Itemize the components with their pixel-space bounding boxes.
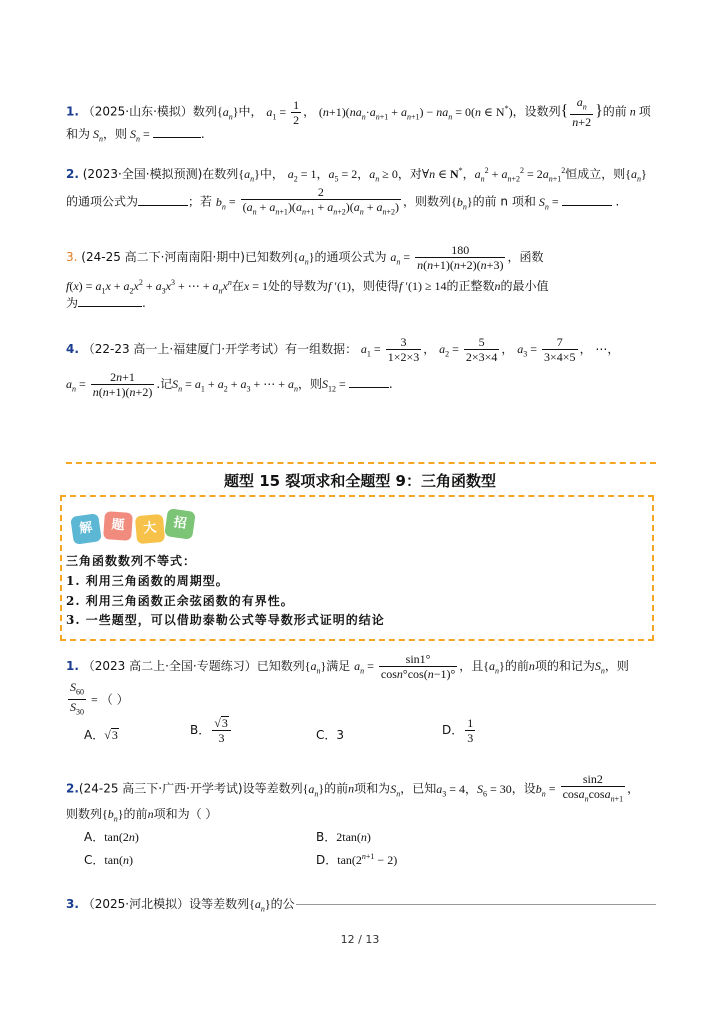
p2-line2: 则数列$\{b_n\}$的前n项和为（ ） xyxy=(66,807,218,824)
p1-option-c[interactable]: C．3 xyxy=(316,728,345,742)
tip-badge-4: 招 xyxy=(164,508,196,540)
tip-item-1: 1. 利用三角函数的周期型。 xyxy=(66,574,229,588)
p1-option-d[interactable]: D． $\frac{1}{3}$ xyxy=(442,716,474,745)
q1-line1: 1. （2025·山东·模拟）数列$\{a_n\}$中， $a_1$ = $\frac{1}{2}$ ， $(n+1)(na_n\cdot a_{n+1} + a_{n+1}) - na_n = 0(n$ ∈ N*)，设数列{ $\frac{a_n}{n+2}$ }的前 n 项 xyxy=(66,95,651,130)
p2-option-a[interactable]: A．tan(2n) xyxy=(84,830,139,844)
q2-line2: 的通项公式为 ；若 $b_n$ = $\frac{2}{(a_n + a_{n+1})(a_{n+1} + a_{n+2})(a_n + a_{n+2})}$ ，则数列$\{b_n\}$的前 n 项和 $S_n$ = . xyxy=(66,185,620,217)
p1-source: （2023 高二上·全国·专题练习） xyxy=(82,659,257,673)
p2-number: 2. xyxy=(66,781,79,796)
q4-answer-blank[interactable] xyxy=(349,387,389,388)
tip-title: 三角函数数列不等式： xyxy=(66,554,197,568)
p2-line1: 2.(24-25 高三下·广西·开学考试)设等差数列$\{a_n\}$的前n项和为$S_n$，已知$a_3 = 4$，$S_6 = 30$，设$b_n$ = $\frac{\sin 2}{\cos a_n\cos a_{n+1}}$ ， xyxy=(66,772,640,804)
q1-answer-blank[interactable] xyxy=(153,137,201,138)
tip-badge-2: 题 xyxy=(103,511,133,541)
p3-cut-line xyxy=(296,904,656,905)
tip-badge-3: 大 xyxy=(135,514,165,544)
tip-badge-1: 解 xyxy=(70,513,102,545)
q2-source: (2023·全国·模拟预测) xyxy=(82,167,203,181)
tip-item-2: 2. 利用三角函数正余弦函数的有界性。 xyxy=(66,594,294,608)
p1-line1: 1. （2023 高二上·全国·专题练习）已知数列$\{a_n\}$满足 $a_n$ = $\frac{\sin 1^\circ}{\cos n^\circ\cos(n-1)^\circ}$ ，且$\{a_n\}$的前n项的和记为$S_n$，则 xyxy=(66,652,629,681)
q1-source: （2025·山东·模拟） xyxy=(82,104,193,119)
q3-source: (24-25 高二下·河南南阳·期中) xyxy=(81,250,245,264)
tip-item-3: 3. 一些题型，可以借助泰勒公式等导数形式证明的结论 xyxy=(66,613,385,627)
q2-line1: 2. (2023·全国·模拟预测)在数列$\{a_n\}$中， $a_2 = 1$，$a_5 = 2$，$a_n \ge 0$，对∀n ∈ N*，$a_n^2 + a_{n+2}^2 = 2a_{n+1}^2$恒成立，则$\{a_n\}$ xyxy=(66,166,647,184)
p3-number: 3. xyxy=(66,897,79,911)
p3-source: （2025·河北模拟） xyxy=(82,897,190,911)
page-number: 12 / 13 xyxy=(340,933,380,946)
q1-number: 1. xyxy=(66,104,79,119)
p1-line2: $\frac{S_{60}}{S_{30}}$ = （ ） xyxy=(70,680,129,717)
section-divider xyxy=(66,462,656,464)
q4-line2: $a_n$ = $\frac{2n+1}{n(n+1)(n+2)}$ .记$S_n = a_1 + a_2 + a_3$ + ⋯ + $a_n$，则$S_{12}$ = . xyxy=(66,370,393,399)
p1-option-a[interactable]: A．√3 xyxy=(84,728,118,742)
q2-answer-blank-1[interactable] xyxy=(138,205,188,206)
section-title: 题型 15 裂项求和全题型 9：三角函数型 xyxy=(224,472,496,490)
q3-line1: 3. (24-25 高二下·河南南阳·期中)已知数列$\{a_n\}$的通项公式为 $a_n$ = $\frac{180}{n(n+1)(n+2)(n+3)}$ ，函数 xyxy=(66,243,544,272)
q4-line1: 4. （22-23 高一上·福建厦门·开学考试）有一组数据： $a_1$ = $\frac{3}{1\times 2\times 3}$ ， $a_2$ = $\frac{5}{2\times 3\times 4}$ ， $a_3$ = $\frac{7}{3\times 4\times 5}$ ， ⋯， xyxy=(66,335,620,364)
q4-number: 4. xyxy=(66,342,79,356)
p3-line1: 3. （2025·河北模拟）设等差数列$\{a_n\}$的公 xyxy=(66,897,295,914)
q4-source: （22-23 高一上·福建厦门·开学考试） xyxy=(82,342,286,356)
p1-option-b[interactable]: B． $\frac{√3}{3}$ xyxy=(190,716,233,745)
q3-answer-blank[interactable] xyxy=(78,306,142,307)
p2-option-c[interactable]: C．tan(n) xyxy=(84,853,134,867)
p2-option-d[interactable]: D．$\tan(2^{n+1} - 2)$ xyxy=(316,852,398,867)
q1-line2: 和为 $S_n$，则 $S_n$ = . xyxy=(66,127,205,144)
q3-number: 3. xyxy=(66,250,78,264)
q2-answer-blank-2[interactable] xyxy=(562,205,612,206)
q3-line2: $f(x) = a_1x + a_2x^2 + a_3x^3$ + ⋯ + $a_nx^n$在x = 1处的导数为f ′(1)，则使得f ′(1) ≥ 14的正整数n的最小值 xyxy=(66,278,549,296)
p2-source: (24-25 高三下·广西·开学考试) xyxy=(78,781,243,796)
p2-option-b[interactable]: B．2tan(n) xyxy=(316,830,371,844)
q3-line3: 为 . xyxy=(66,296,146,310)
q2-number: 2. xyxy=(66,167,79,181)
p1-number: 1. xyxy=(66,659,79,673)
